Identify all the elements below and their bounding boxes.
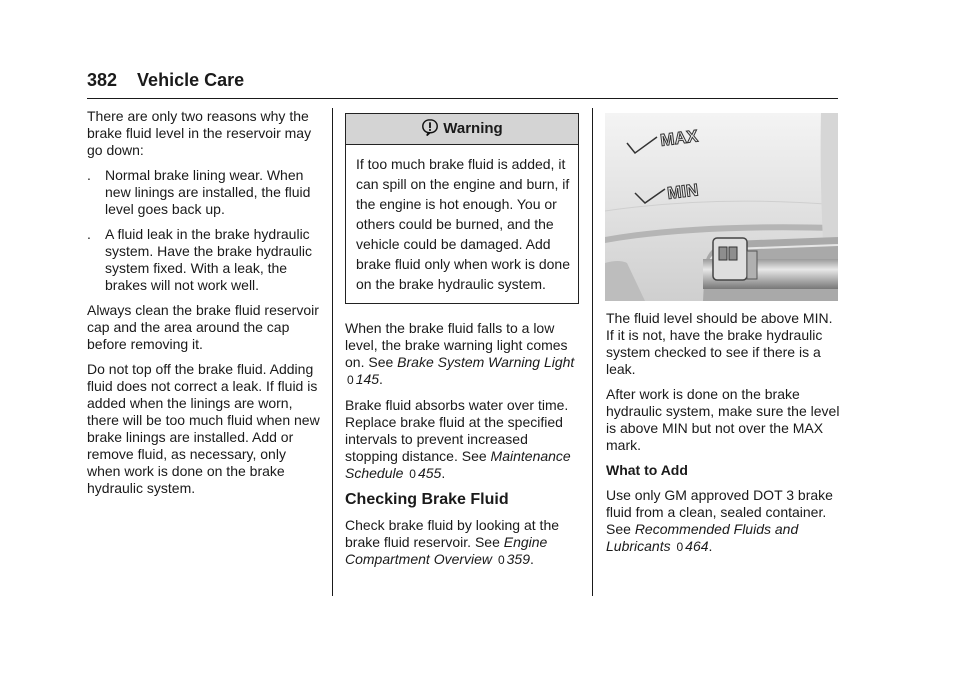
level-paragraph: The fluid level should be above MIN. If it is not, have the brake hydraulic system checked to see if there is a leak. bbox=[606, 310, 833, 377]
intro-paragraph: There are only two reasons why the brake fluid level in the reservoir may go down: bbox=[87, 108, 312, 158]
after-work-paragraph: After work is done on the brake hydraulic system, make sure the level is above MIN but not over the MAX mark. bbox=[606, 386, 840, 453]
column-divider-2 bbox=[592, 108, 593, 596]
column-left bbox=[87, 108, 322, 505]
punctuation: . bbox=[379, 371, 383, 387]
clean-cap-paragraph: Always clean the brake fluid reservoir cap and the area around the cap before removing it. bbox=[87, 302, 319, 352]
link-brake-warning-light[interactable]: Brake System Warning Light bbox=[397, 354, 575, 370]
column-middle bbox=[345, 108, 579, 577]
warning-header bbox=[346, 114, 578, 145]
column-divider-1 bbox=[332, 108, 333, 596]
section-title: Vehicle Care bbox=[137, 70, 245, 90]
bullet-text: A fluid leak in the brake hydraulic system. Have the brake hydraulic system fixed. With a leak, the brakes will not work well. bbox=[105, 226, 312, 293]
bullet-marker: . bbox=[87, 167, 91, 183]
bullet-text: Normal brake lining wear. When new linings are installed, the fluid level goes back up. bbox=[105, 167, 311, 217]
paragraph-text: When the brake fluid falls to a low level, the brake warning light comes on. See bbox=[345, 320, 568, 370]
punctuation: . bbox=[441, 465, 446, 481]
warning-title: Warning bbox=[443, 120, 503, 137]
absorb-paragraph bbox=[345, 397, 579, 483]
link-engine-compartment-overview[interactable]: Engine Compartment Overview bbox=[345, 534, 548, 567]
page-ref-359[interactable]: 359 bbox=[506, 551, 530, 567]
page-ref-icon: 0 bbox=[409, 467, 416, 481]
check-paragraph bbox=[345, 517, 579, 569]
paragraph-text: Brake fluid absorbs water over time. Replace brake fluid at the specified intervals to prevent increased stopping distance. See bbox=[345, 397, 569, 464]
warning-icon bbox=[421, 118, 439, 136]
header-rule bbox=[87, 98, 838, 99]
paragraph-text: Use only GM approved DOT 3 brake fluid from a clean, sealed container. See bbox=[606, 487, 833, 537]
warning-text: If too much brake fluid is added, it can spill on the engine and burn, if the engine is hot enough. You or others could be burned, and the vehicle could be damaged. Add brake fluid only when work is done on the brake hydraulic system. bbox=[356, 156, 571, 292]
bullet-marker: . bbox=[87, 226, 91, 242]
use-fluid-paragraph bbox=[606, 487, 840, 556]
link-recommended-fluids[interactable]: Recommended Fluids and Lubricants bbox=[606, 521, 799, 554]
photo-label-max: MAX bbox=[659, 126, 699, 150]
paragraph-text: Check brake fluid by looking at the brake fluid reservoir. See bbox=[345, 517, 560, 550]
warning-box bbox=[345, 113, 579, 304]
page-ref-464[interactable]: 464 bbox=[685, 538, 709, 554]
page-ref-145[interactable]: 145 bbox=[355, 371, 380, 387]
page-ref-icon: 0 bbox=[676, 540, 684, 554]
page-header bbox=[87, 70, 244, 91]
top-off-paragraph: Do not top off the brake fluid. Adding fluid does not correct a leak. If fluid is added when the linings are worn, there will be too much fluid when new brake linings are installed. Add or remove fluid, as necessary, only when work is done on the brake hydraulic system. bbox=[87, 361, 320, 496]
page-ref-455[interactable]: 455 bbox=[417, 465, 442, 481]
section-subheading: Checking Brake Fluid bbox=[345, 491, 509, 508]
list-item bbox=[87, 226, 322, 294]
punctuation: . bbox=[708, 538, 713, 554]
page-number: 382 bbox=[87, 70, 118, 90]
list-item bbox=[87, 167, 322, 218]
what-to-add-heading: What to Add bbox=[606, 462, 688, 478]
low-level-paragraph bbox=[345, 320, 579, 389]
brake-reservoir-photo bbox=[605, 113, 838, 301]
photo-label-min: MIN bbox=[666, 180, 700, 203]
punctuation: . bbox=[529, 551, 534, 567]
page-ref-icon: 0 bbox=[347, 373, 354, 387]
page-ref-icon: 0 bbox=[497, 553, 505, 567]
column-right bbox=[606, 310, 840, 564]
link-maintenance-schedule[interactable]: Maintenance Schedule bbox=[345, 448, 571, 481]
